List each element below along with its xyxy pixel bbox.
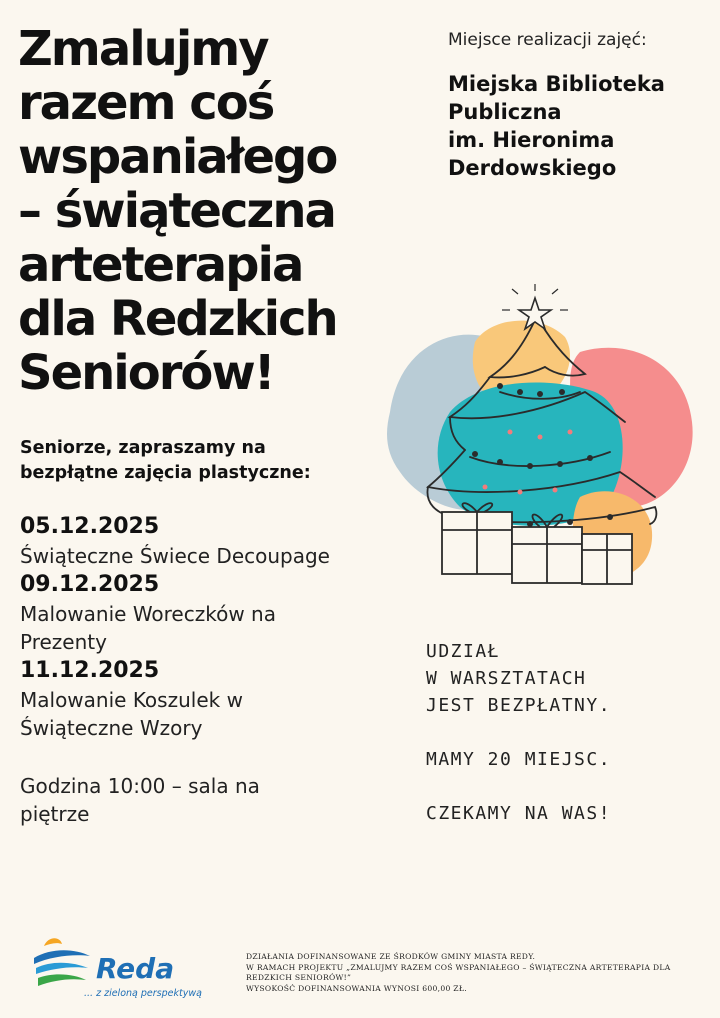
session-description: Malowanie Koszulek w: [20, 688, 243, 712]
session-list: [20, 512, 400, 742]
funding-note: [246, 952, 706, 994]
session-item: [20, 570, 400, 656]
location-name: [448, 70, 708, 182]
participation-notes: [426, 638, 706, 827]
free-participation-line: JEST BEZPŁATNY.: [426, 695, 612, 716]
invitation-line: Seniorze, zapraszamy na: [20, 438, 266, 458]
title-line: Zmalujmy: [18, 21, 268, 77]
christmas-tree-with-gifts-icon: [380, 282, 700, 592]
time-line: Godzina 10:00 – sala na: [20, 774, 260, 798]
title-line: Seniorów!: [18, 345, 274, 401]
seats-note: MAMY 20 MIEJSC.: [426, 749, 612, 770]
free-participation-line: UDZIAŁ: [426, 641, 501, 662]
location-name-line: Miejska Biblioteka: [448, 72, 665, 96]
location-name-line: im. Hieronima: [448, 128, 615, 152]
session-description: Prezenty: [20, 630, 107, 654]
session-description: Świąteczne Wzory: [20, 716, 203, 740]
title-line: wspaniałego: [18, 129, 337, 185]
title-line: dla Redzkich: [18, 291, 337, 347]
session-date: 11.12.2025: [20, 658, 160, 683]
funding-line: DZIAŁANIA DOFINANSOWANE ZE ŚRODKÓW GMINY MIASTA REDY.: [246, 952, 536, 961]
invitation-text: [20, 436, 380, 486]
funding-line: WYSOKOŚĆ DOFINANSOWANIA WYNOSI 600,00 ZŁ.: [246, 983, 467, 993]
funding-line: W RAMACH PROJEKTU „ZMALUJMY RAZEM COŚ WSPANIAŁEGO – ŚWIĄTECZNA ARTETERAPIA DLA: [246, 962, 671, 972]
logo-tagline: ... z zieloną perspektywą: [84, 988, 202, 999]
poster-title: [18, 22, 418, 400]
title-line: arteterapia: [18, 237, 303, 293]
time-line: piętrze: [20, 802, 90, 826]
location-label: Miejsce realizacji zajęć:: [448, 30, 647, 50]
time-and-room: [20, 772, 350, 828]
session-item: [20, 656, 400, 742]
logo-brand: Reda: [96, 952, 175, 985]
invitation-line: bezpłątne zajęcia plastyczne:: [20, 463, 311, 483]
session-description: Malowanie Woreczków na: [20, 602, 276, 626]
session-date: 05.12.2025: [20, 514, 160, 539]
waiting-note: CZEKAMY NA WAS!: [426, 803, 612, 824]
reda-emblem-icon: [34, 938, 90, 986]
reda-logo: [30, 934, 210, 1004]
session-date: 09.12.2025: [20, 572, 160, 597]
title-line: razem coś: [18, 75, 274, 131]
location-name-line: Publiczna: [448, 100, 562, 124]
title-line: – świąteczna: [18, 183, 335, 239]
session-description: Świąteczne Świece Decoupage: [20, 544, 330, 568]
session-item: [20, 512, 400, 570]
funding-line: REDZKICH SENIORÓW!”: [246, 973, 352, 982]
location-name-line: Derdowskiego: [448, 156, 617, 180]
free-participation-line: W WARSZTATACH: [426, 668, 587, 689]
